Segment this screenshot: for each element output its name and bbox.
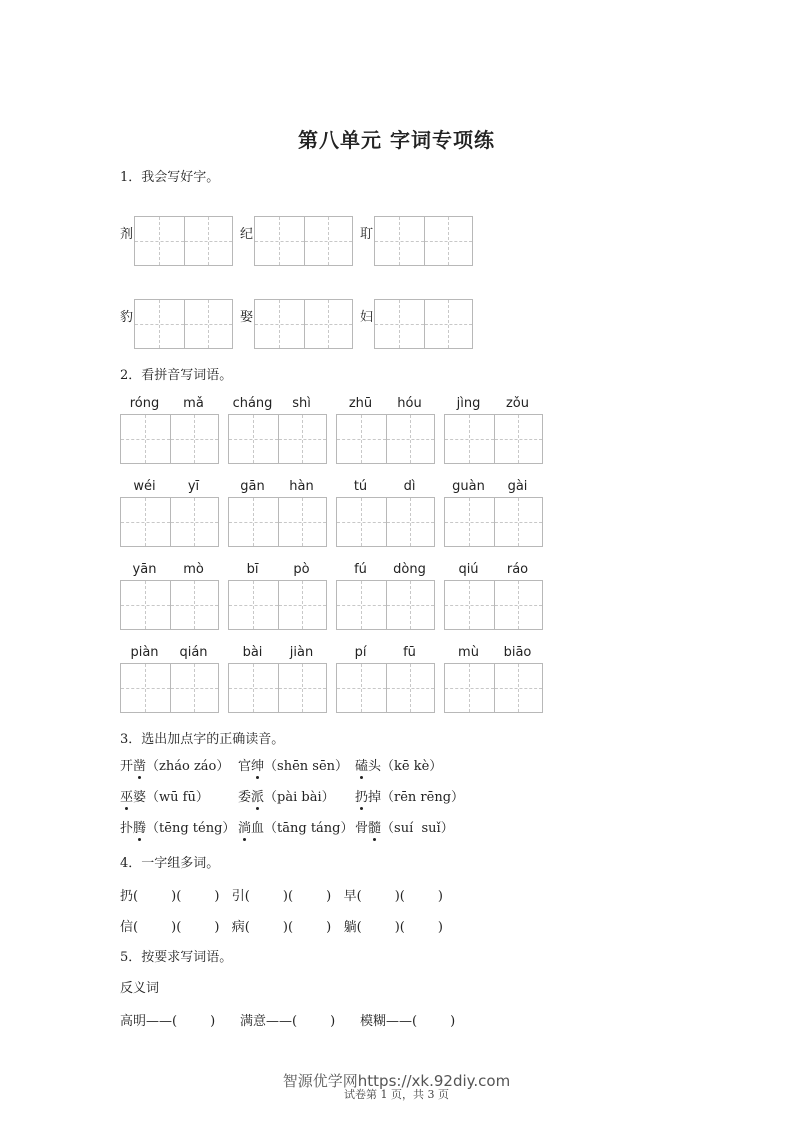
writing-grid[interactable]	[444, 580, 543, 630]
item-suffix: （zháo záo）	[146, 759, 230, 774]
q4-heading: 4．一字组多词。	[120, 856, 220, 871]
q5-heading: 5．按要求写词语。	[120, 950, 233, 965]
dotted-character: 腾	[133, 821, 147, 836]
pinyin-label: dì	[403, 479, 416, 494]
pronunciation-item	[355, 817, 454, 836]
dotted-character: 派	[251, 790, 265, 805]
pinyin-label: zhū	[348, 396, 373, 411]
pinyin-label: hàn	[289, 479, 314, 494]
writing-grid[interactable]	[374, 299, 473, 349]
pinyin-label: dòng	[393, 562, 426, 577]
item-prefix: 扑	[120, 821, 134, 836]
q1-char: 豹	[120, 310, 134, 325]
q1-heading: 1．我会写好字。	[120, 170, 220, 185]
writing-grid[interactable]	[336, 414, 435, 464]
dotted-character: 磕	[355, 759, 369, 774]
pronunciation-item	[238, 786, 335, 805]
writing-grid[interactable]	[134, 299, 233, 349]
pronunciation-item	[120, 755, 229, 774]
pinyin-label: yī	[187, 479, 200, 494]
pinyin-label: gān	[240, 479, 265, 494]
pinyin-label: shì	[292, 396, 311, 411]
q5-subheading: 反义词	[120, 981, 160, 996]
pinyin-label: ráo	[506, 562, 529, 577]
item-prefix: 开	[120, 759, 134, 774]
writing-grid[interactable]	[336, 663, 435, 713]
q1-char: 妇	[360, 310, 374, 325]
pronunciation-item	[238, 817, 354, 836]
word-group-line: 信( )( ) 病( )( ) 躺( )( )	[120, 920, 444, 935]
writing-grid[interactable]	[120, 497, 219, 547]
pinyin-label: qiú	[458, 562, 479, 577]
writing-grid[interactable]	[374, 216, 473, 266]
q3-heading: 3．选出加点字的正确读音。	[120, 732, 285, 747]
dotted-character: 绅	[251, 759, 265, 774]
pinyin-label: mò	[183, 562, 204, 577]
writing-grid[interactable]	[254, 299, 353, 349]
pinyin-label: biāo	[503, 645, 532, 660]
pinyin-label: bī	[246, 562, 259, 577]
pinyin-label: gài	[507, 479, 528, 494]
pinyin-label: fū	[403, 645, 416, 660]
pinyin-label: pò	[293, 562, 310, 577]
writing-grid[interactable]	[120, 663, 219, 713]
writing-grid[interactable]	[254, 216, 353, 266]
pinyin-label: tú	[353, 479, 368, 494]
pinyin-label: pí	[354, 645, 367, 660]
pinyin-label: qián	[179, 645, 208, 660]
pinyin-label: guàn	[452, 479, 485, 494]
writing-grid[interactable]	[134, 216, 233, 266]
page-number: 试卷第 1 页，共 3 页	[344, 1088, 449, 1101]
pinyin-label: fú	[354, 562, 367, 577]
q2-heading: 2．看拼音写词语。	[120, 368, 233, 383]
writing-grid[interactable]	[120, 580, 219, 630]
pronunciation-item	[120, 817, 235, 836]
q1-char: 纪	[240, 227, 254, 242]
item-prefix: 官	[238, 759, 252, 774]
pinyin-label: mǎ	[183, 396, 204, 411]
writing-grid[interactable]	[228, 663, 327, 713]
dotted-character: 凿	[133, 759, 147, 774]
writing-grid[interactable]	[228, 497, 327, 547]
pinyin-label: bài	[242, 645, 263, 660]
pinyin-label: wéi	[133, 479, 156, 494]
pinyin-label: jìng	[456, 396, 481, 411]
writing-grid[interactable]	[444, 663, 543, 713]
dotted-character: 巫	[120, 790, 134, 805]
word-group-line: 扔( )( ) 引( )( ) 早( )( )	[120, 889, 444, 904]
writing-grid[interactable]	[336, 497, 435, 547]
page-title: 第八单元 字词专项练	[298, 128, 495, 152]
item-suffix: （pài bài）	[264, 790, 335, 805]
pinyin-label: hóu	[397, 396, 422, 411]
q1-char: 娶	[240, 310, 254, 325]
pinyin-label: piàn	[130, 645, 159, 660]
writing-grid[interactable]	[444, 414, 543, 464]
pinyin-label: yān	[132, 562, 157, 577]
dotted-character: 扔	[355, 790, 369, 805]
q1-char: 剂	[120, 227, 134, 242]
pronunciation-item	[120, 786, 209, 805]
writing-grid[interactable]	[444, 497, 543, 547]
item-suffix: 婆（wū fū）	[133, 790, 209, 805]
writing-grid[interactable]	[120, 414, 219, 464]
q1-char: 耵	[360, 227, 374, 242]
pinyin-label: róng	[129, 396, 160, 411]
item-prefix: 委	[238, 790, 252, 805]
item-suffix: 血（tāng táng）	[251, 821, 354, 836]
dotted-character: 髓	[368, 821, 382, 836]
watermark-text: 智源优学网https://xk.92diy.com	[282, 1072, 511, 1090]
dotted-character: 淌	[238, 821, 252, 836]
item-suffix: （shēn sēn）	[264, 759, 349, 774]
item-suffix: 头（kē kè）	[368, 759, 443, 774]
item-prefix: 骨	[355, 821, 369, 836]
antonym-line: 高明——( ) 满意——( ) 模糊——( )	[120, 1014, 456, 1029]
pronunciation-item	[355, 786, 464, 805]
item-suffix: （suí suǐ）	[381, 821, 454, 836]
writing-grid[interactable]	[336, 580, 435, 630]
item-suffix: 掉（rēn rēng）	[368, 790, 465, 805]
writing-grid[interactable]	[228, 580, 327, 630]
pinyin-label: cháng	[232, 396, 273, 411]
pronunciation-item	[238, 755, 348, 774]
item-suffix: （tēng téng）	[146, 821, 236, 836]
pronunciation-item	[355, 755, 442, 774]
pinyin-label: zǒu	[505, 396, 530, 411]
pinyin-label: jiàn	[289, 645, 314, 660]
pinyin-label: mù	[458, 645, 479, 660]
writing-grid[interactable]	[228, 414, 327, 464]
